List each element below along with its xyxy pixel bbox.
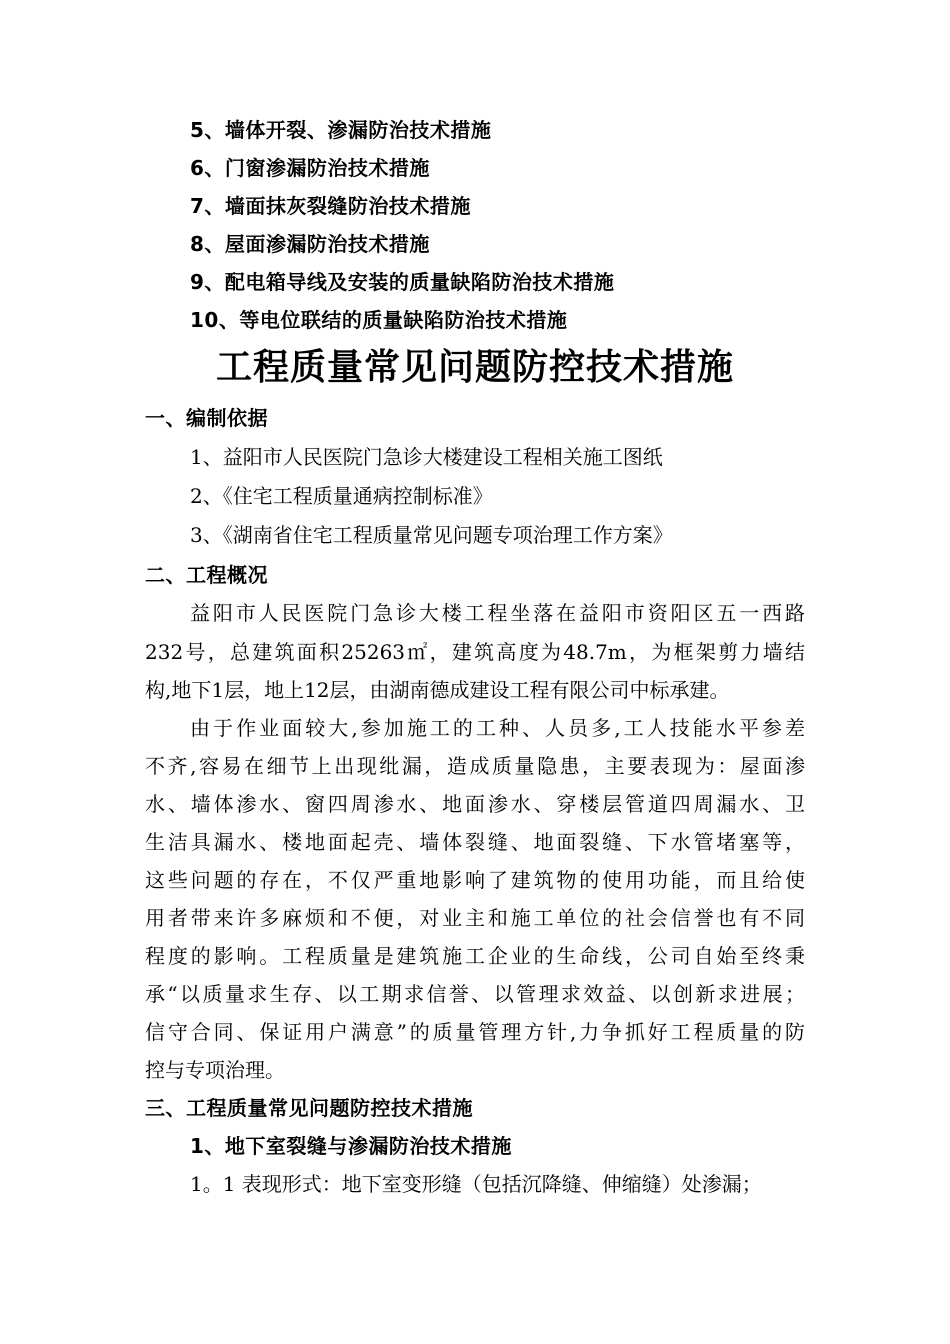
reference-item: 3、《湖南省住宅工程质量常见问题专项治理工作方案》 [190, 523, 673, 547]
paragraph-line: 构,地下1层，地上12层，由湖南德成建设工程有限公司中标承建。 [145, 678, 730, 702]
paragraph-line: 承“以质量求生存、以工期求信誉、以管理求效益、以创新求进展； [145, 982, 805, 1006]
paragraph-line: 1。1 表现形式：地下室变形缝（包括沉降缝、伸缩缝）处渗漏； [190, 1172, 762, 1196]
paragraph-line: 这些问题的存在，不仅严重地影响了建筑物的使用功能，而且给使 [145, 868, 805, 892]
paragraph-line: 由于作业面较大,参加施工的工种、人员多,工人技能水平参差 [190, 716, 805, 740]
paragraph-line: 程度的影响。工程质量是建筑施工企业的生命线，公司自始至终秉 [145, 944, 805, 968]
subsection-heading: 1、地下室裂缝与渗漏防治技术措施 [190, 1134, 512, 1158]
reference-item: 1、益阳市人民医院门急诊大楼建设工程相关施工图纸 [190, 445, 663, 469]
paragraph-line: 生洁具漏水、楼地面起壳、墙体裂缝、地面裂缝、下水管堵塞等， [145, 830, 805, 854]
toc-item: 9、配电箱导线及安装的质量缺陷防治技术措施 [190, 270, 615, 294]
section-heading: 三、工程质量常见问题防控技术措施 [145, 1096, 473, 1120]
toc-item: 5、墙体开裂、渗漏防治技术措施 [190, 118, 492, 142]
reference-item: 2、《住宅工程质量通病控制标准》 [190, 484, 493, 508]
toc-item: 6、门窗渗漏防治技术措施 [190, 156, 430, 180]
paragraph-line: 232号，总建筑面积25263㎡，建筑高度为48.7m，为框架剪力墙结 [145, 640, 805, 664]
toc-item: 8、屋面渗漏防治技术措施 [190, 232, 430, 256]
paragraph-line: 用者带来许多麻烦和不便，对业主和施工单位的社会信誉也有不同 [145, 906, 805, 930]
section-heading: 二、工程概况 [145, 563, 268, 587]
paragraph-line: 信守合同、保证用户满意”的质量管理方针,力争抓好工程质量的防 [145, 1020, 805, 1044]
paragraph-line: 不齐,容易在细节上出现纰漏，造成质量隐患，主要表现为：屋面渗 [145, 754, 805, 778]
paragraph-line: 水、墙体渗水、窗四周渗水、地面渗水、穿楼层管道四周漏水、卫 [145, 792, 805, 816]
section-heading: 一、编制依据 [145, 406, 268, 430]
toc-item: 7、墙面抹灰裂缝防治技术措施 [190, 194, 471, 218]
paragraph-line: 益阳市人民医院门急诊大楼工程坐落在益阳市资阳区五一西路 [190, 601, 805, 625]
toc-item: 10、等电位联结的质量缺陷防治技术措施 [190, 308, 568, 332]
paragraph-line: 控与专项治理。 [145, 1058, 285, 1082]
document-title: 工程质量常见问题防控技术措施 [215, 347, 734, 388]
